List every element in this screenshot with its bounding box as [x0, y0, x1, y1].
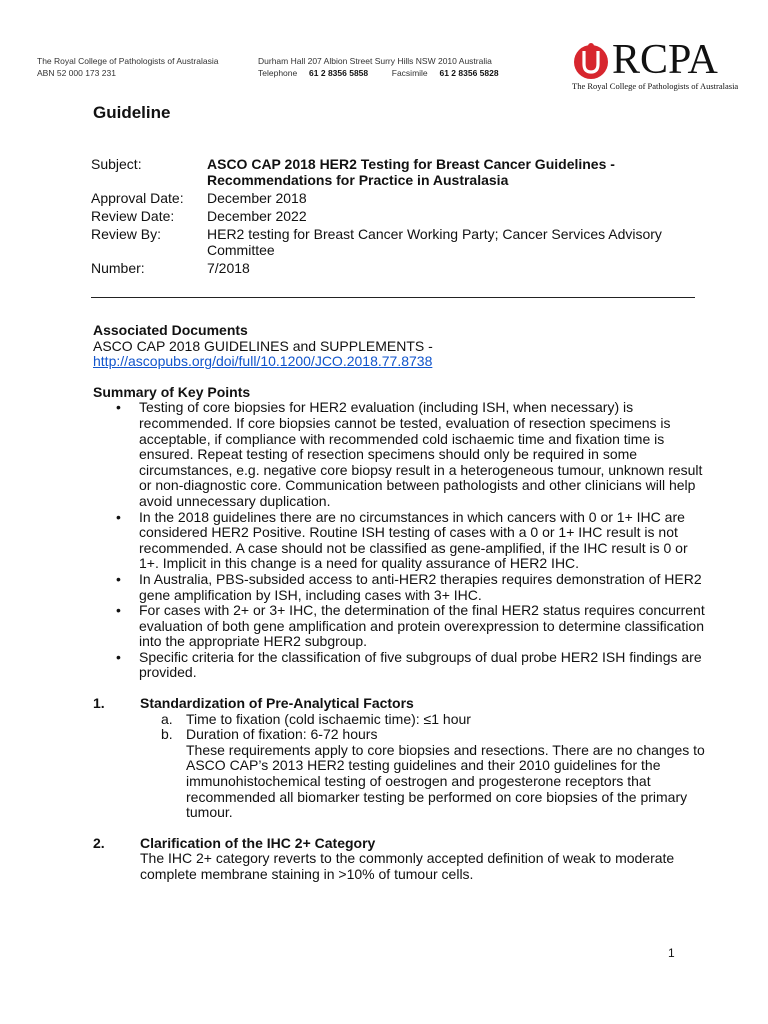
review-date-label: Review Date:: [91, 208, 175, 224]
document-type-title: Guideline: [93, 103, 171, 122]
phone-fax-line: [258, 67, 499, 79]
guidelines-link[interactable]: http://ascopubs.org/doi/full/10.1200/JCO.2018.77.8738: [93, 353, 433, 370]
review-date-value: December 2022: [207, 208, 307, 224]
sub-item-a: [140, 712, 705, 728]
telephone-label: Telephone: [258, 68, 298, 78]
list-item: • In the 2018 guidelines there are no circumstances in which cancers with 0 or 1+ IHC are considered HER2 Positive. Routine ISH testing of cases with a 0 or 1+ IHC result is not recommended. A case should not be classified as gene-amplified, if the IHC result is 0 or 1+. Implicit in this change is a need for quality assurance of HER2 IHC.: [93, 510, 705, 572]
associated-documents-text: ASCO CAP 2018 GUIDELINES and SUPPLEMENTS -: [93, 337, 433, 354]
approval-date-row: [91, 190, 701, 206]
telephone-number: 61 2 8356 5858: [309, 68, 369, 78]
street-address: Durham Hall 207 Albion Street Surry Hills NSW 2010 Australia: [258, 56, 492, 66]
number-label: Number:: [91, 260, 145, 276]
review-by-label: Review By:: [91, 226, 162, 242]
list-item: • For cases with 2+ or 3+ IHC, the determination of the final HER2 status requires concurrent evaluation of both gene amplification and protein overexpression to determine classification into the appropriate HER2 subgroup.: [93, 603, 705, 650]
org-address-block: [37, 55, 218, 79]
section-1-heading: [93, 696, 705, 712]
review-by-value: HER2 testing for Breast Cancer Working Party; Cancer Services Advisory Committee: [207, 226, 662, 258]
facsimile-label: Facsimile: [391, 68, 428, 78]
approval-date-value: December 2018: [207, 190, 307, 206]
contact-block: [258, 55, 499, 79]
list-item: • Testing of core biopsies for HER2 evaluation (including ISH, when necessary) is recommended. If core biopsies cannot be tested, evaluation of resection specimens is acceptable, if compliance with recommended cold ischaemic time and fixation time is ensured. Repeat testing of resection specimens should only be required in some circumstances, e.g. negative core biopsy result in a heterogeneous tumour, unknown result or non-diagnostic core. Communication between pathologists and other clinicians will help avoid unnecessary duplication.: [93, 400, 705, 509]
number-value: 7/2018: [207, 260, 250, 276]
page-number: 1: [668, 946, 675, 960]
facsimile-number: 61 2 8356 5828: [439, 68, 499, 78]
section-number: 2.: [93, 834, 105, 851]
sub-item-b: [140, 727, 705, 743]
sub-item-text: Time to fixation (cold ischaemic time): ≤1 hour: [186, 710, 471, 727]
number-row: [91, 260, 701, 276]
subject-row: [91, 156, 701, 188]
subject-value: ASCO CAP 2018 HER2 Testing for Breast Cancer Guidelines - Recommendations for Practice in Australasia: [207, 156, 615, 188]
list-item: • Specific criteria for the classification of five subgroups of dual probe HER2 ISH findings are provided.: [93, 650, 705, 681]
logo-tagline: The Royal College of Pathologists of Australasia: [572, 81, 739, 91]
document-body: [93, 323, 705, 883]
list-item: • In Australia, PBS-subsided access to anti-HER2 therapies requires demonstration of HER2 gene amplification by ISH, including cases with 3+ IHC.: [93, 572, 705, 603]
logo-wordmark: RCPA: [612, 37, 718, 83]
section-1-paragraph: These requirements apply to core biopsies and resections. There are no changes to ASCO CAP’s 2013 HER2 testing guidelines and their 2010 guidelines for the immunohistochemical testing of oestrogen and progesterone receptors that recommended all biomarker testing be performed on core biopsies of the primary tumour.: [186, 741, 705, 821]
rcpa-emblem-icon: [572, 41, 610, 81]
section-title: Standardization of Pre-Analytical Factors: [140, 695, 414, 712]
document-metadata: [91, 156, 701, 278]
key-points-list: [93, 400, 705, 681]
sub-item-letter: a.: [161, 710, 173, 727]
abn: ABN 52 000 173 231: [37, 68, 116, 78]
spacer: [93, 681, 705, 696]
associated-documents-heading: Associated Documents: [93, 322, 248, 338]
review-date-row: [91, 208, 701, 224]
approval-date-label: Approval Date:: [91, 190, 184, 206]
org-name: The Royal College of Pathologists of Australasia: [37, 56, 219, 66]
section-title: Clarification of the IHC 2+ Category: [140, 834, 376, 851]
subject-label: Subject:: [91, 156, 142, 172]
section-1-body: [93, 712, 705, 821]
spacer: [93, 821, 705, 836]
rcpa-logo: [572, 39, 747, 95]
review-by-row: [91, 226, 701, 258]
sub-item-text: Duration of fixation: 6-72 hours: [186, 726, 378, 743]
section-2-paragraph: The IHC 2+ category reverts to the commonly accepted definition of weak to moderate complete membrane staining in >10% of tumour cells.: [140, 850, 675, 882]
summary-heading: Summary of Key Points: [93, 383, 251, 400]
spacer: [93, 370, 705, 385]
section-2-heading: [93, 836, 705, 852]
section-number: 1.: [93, 695, 105, 712]
divider: [91, 297, 695, 298]
sub-item-letter: b.: [161, 726, 173, 743]
